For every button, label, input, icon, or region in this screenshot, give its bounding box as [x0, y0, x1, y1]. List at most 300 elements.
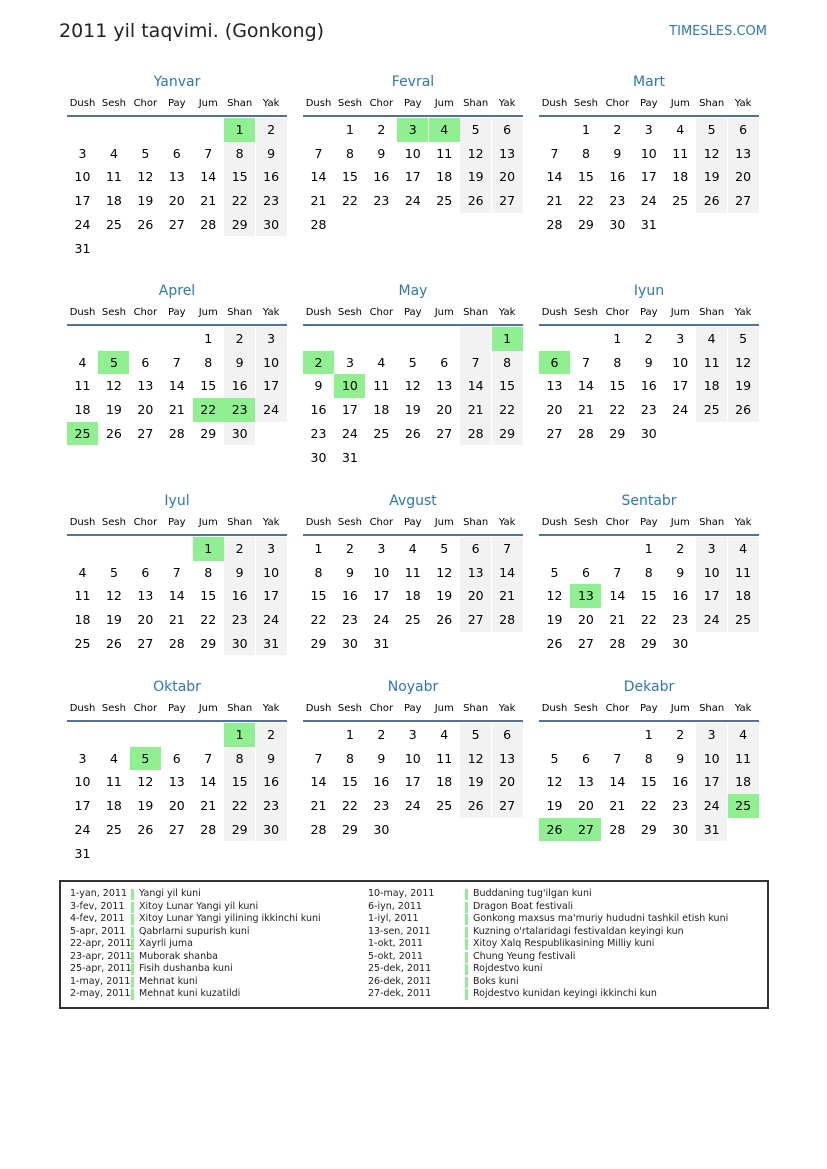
- day-cell: 5: [408, 354, 417, 370]
- day-cell: 1: [613, 331, 622, 346]
- day-cell: 22: [200, 612, 217, 628]
- day-cell: 12: [467, 145, 484, 161]
- legend-marker: [131, 977, 134, 988]
- legend-holiday-name: Xitoy Lunar Yangi yilining ikkinchi kuni: [139, 913, 321, 924]
- legend-date: 10-may, 2011: [368, 888, 435, 899]
- day-cell: 18: [105, 798, 122, 814]
- weekday-header: Shan: [463, 517, 489, 528]
- weekday-header: Shan: [699, 307, 725, 318]
- day-cell: 30: [672, 821, 689, 837]
- day-cell: 9: [235, 564, 244, 580]
- legend-date: 13-sen, 2011: [368, 925, 431, 937]
- day-cell: 18: [436, 169, 453, 185]
- day-cell: 18: [373, 402, 390, 418]
- day-cell: 21: [467, 402, 484, 418]
- day-cell: 16: [263, 774, 280, 790]
- day-cell: 11: [74, 378, 91, 394]
- weekday-header: Shan: [699, 98, 725, 109]
- day-cell: 26: [105, 635, 122, 651]
- day-cell: 5: [471, 122, 480, 137]
- weekday-header: Pay: [639, 307, 658, 318]
- day-cell: 9: [267, 145, 276, 161]
- weekday-header: Sesh: [573, 98, 598, 109]
- legend-marker: [465, 927, 468, 938]
- day-cell: 19: [546, 612, 563, 628]
- day-cell: 25: [105, 821, 122, 837]
- day-cell: 10: [640, 145, 657, 161]
- day-cell: 31: [74, 240, 91, 256]
- month-name: Noyabr: [387, 679, 439, 695]
- day-cell: 13: [137, 378, 154, 394]
- day-cell: 17: [703, 588, 720, 604]
- day-cell: 10: [74, 169, 91, 185]
- day-cell: 19: [467, 774, 484, 790]
- day-cell: 23: [341, 612, 358, 628]
- day-cell: 30: [640, 425, 657, 441]
- day-cell: 9: [314, 378, 323, 394]
- day-cell: 26: [467, 193, 484, 209]
- day-cell: 4: [739, 727, 748, 742]
- day-cell: 3: [377, 541, 386, 556]
- day-cell: 10: [703, 750, 720, 766]
- weekday-header: Jum: [198, 98, 218, 109]
- legend-marker: [131, 914, 134, 925]
- day-cell: 16: [672, 774, 689, 790]
- weekday-header: Chor: [605, 307, 630, 318]
- legend-date: 25-dek, 2011: [368, 963, 432, 974]
- day-cell: 26: [703, 193, 720, 209]
- weekday-header: Dush: [541, 517, 568, 528]
- day-cell: 16: [263, 169, 280, 185]
- weekday-header: Yak: [262, 517, 280, 528]
- weekday-header: Jum: [198, 307, 218, 318]
- weekday-header: Pay: [167, 98, 186, 109]
- day-cell: 14: [577, 378, 594, 394]
- day-cell: 15: [499, 378, 516, 394]
- day-cell: 27: [168, 821, 185, 837]
- weekday-header: Jum: [434, 703, 454, 714]
- day-cell: 12: [436, 564, 453, 580]
- weekday-header: Jum: [670, 98, 690, 109]
- weekday-header: Dush: [69, 98, 96, 109]
- day-cell: 17: [373, 588, 390, 604]
- day-cell: 30: [373, 821, 390, 837]
- day-cell: 24: [404, 193, 421, 209]
- day-cell: 11: [105, 774, 122, 790]
- day-cell: 11: [105, 169, 122, 185]
- weekday-header: Chor: [605, 703, 630, 714]
- day-cell: 5: [707, 122, 716, 137]
- day-cell: 28: [200, 216, 217, 232]
- day-cell: 27: [168, 216, 185, 232]
- weekday-header: Pay: [167, 703, 186, 714]
- holiday-day-cell: 25: [67, 422, 98, 446]
- day-cell: 6: [581, 564, 590, 580]
- day-cell: 2: [267, 122, 276, 137]
- day-cell: 27: [436, 425, 453, 441]
- weekday-header: Pay: [403, 703, 422, 714]
- weekday-header: Shan: [463, 98, 489, 109]
- day-cell: 17: [74, 798, 91, 814]
- weekday-header: Pay: [167, 307, 186, 318]
- day-cell: 21: [310, 193, 327, 209]
- day-cell: 9: [345, 564, 354, 580]
- day-cell: 15: [577, 169, 594, 185]
- weekday-header: Sesh: [101, 98, 126, 109]
- day-cell: 14: [310, 169, 327, 185]
- weekday-header: Dush: [305, 703, 332, 714]
- day-cell: 11: [703, 354, 720, 370]
- day-cell: 25: [74, 635, 91, 651]
- day-cell: 16: [609, 169, 626, 185]
- weekday-header: Shan: [699, 703, 725, 714]
- day-cell: 8: [204, 564, 213, 580]
- weekday-header: Chor: [369, 703, 394, 714]
- day-cell: 28: [310, 821, 327, 837]
- holiday-day-cell: 27: [570, 818, 601, 842]
- weekday-header: Yak: [498, 307, 516, 318]
- day-cell: 9: [267, 750, 276, 766]
- day-cell: 4: [109, 145, 118, 161]
- legend-date: 27-dek, 2011: [368, 988, 432, 999]
- day-cell: 20: [168, 193, 185, 209]
- legend-holiday-name: Fisih dushanba kuni: [139, 963, 233, 974]
- day-cell: 18: [703, 378, 720, 394]
- day-cell: 12: [137, 774, 154, 790]
- weekday-header: Pay: [639, 703, 658, 714]
- day-cell: 12: [105, 588, 122, 604]
- weekday-header: Jum: [198, 517, 218, 528]
- day-cell: 4: [440, 727, 449, 742]
- day-cell: 22: [499, 402, 516, 418]
- day-cell: 21: [609, 798, 626, 814]
- legend-marker: [131, 927, 134, 938]
- weekday-header: Sesh: [337, 98, 362, 109]
- weekday-header: Dush: [541, 307, 568, 318]
- weekday-header: Chor: [133, 703, 158, 714]
- month-name: Iyul: [164, 493, 190, 509]
- day-cell: 11: [373, 378, 390, 394]
- day-cell: 8: [235, 750, 244, 766]
- day-cell: 5: [141, 145, 150, 161]
- weekday-header: Jum: [434, 517, 454, 528]
- weekday-header: Jum: [198, 703, 218, 714]
- legend-holiday-name: Xitoy Xalq Respublikasining Milliy kuni: [473, 938, 655, 949]
- day-cell: 14: [168, 378, 185, 394]
- weekday-header: Sesh: [573, 517, 598, 528]
- day-cell: 6: [503, 727, 512, 742]
- day-cell: 24: [341, 425, 358, 441]
- day-cell: 27: [577, 635, 594, 651]
- weekday-header: Yak: [734, 98, 752, 109]
- day-cell: 23: [609, 193, 626, 209]
- day-cell: 1: [644, 727, 653, 742]
- day-cell: 29: [640, 821, 657, 837]
- day-cell: 6: [471, 541, 480, 556]
- day-cell: 6: [141, 564, 150, 580]
- weekday-header: Sesh: [573, 703, 598, 714]
- day-cell: 26: [137, 216, 154, 232]
- day-cell: 13: [168, 169, 185, 185]
- day-cell: 15: [341, 774, 358, 790]
- day-cell: 8: [235, 145, 244, 161]
- day-cell: 22: [231, 193, 248, 209]
- weekday-header: Pay: [639, 98, 658, 109]
- legend-date: 1-yan, 2011: [70, 888, 127, 899]
- weekday-header: Sesh: [101, 703, 126, 714]
- day-cell: 11: [436, 145, 453, 161]
- day-cell: 1: [345, 727, 354, 742]
- day-cell: 25: [105, 216, 122, 232]
- weekday-header: Shan: [463, 307, 489, 318]
- legend-marker: [131, 902, 134, 913]
- day-cell: 21: [168, 612, 185, 628]
- header-rule: [303, 720, 523, 722]
- day-cell: 1: [644, 541, 653, 556]
- legend-holiday-name: Yangi yil kuni: [139, 888, 201, 899]
- day-cell: 26: [467, 798, 484, 814]
- day-cell: 31: [341, 449, 358, 465]
- day-cell: 30: [341, 635, 358, 651]
- day-cell: 29: [200, 425, 217, 441]
- day-cell: 21: [310, 798, 327, 814]
- legend-holiday-name: Rojdestvo kuni: [473, 963, 543, 974]
- brand-link[interactable]: TIMESLES.COM: [669, 24, 767, 39]
- weekday-header: Pay: [639, 517, 658, 528]
- day-cell: 29: [231, 821, 248, 837]
- weekday-header: Jum: [670, 703, 690, 714]
- day-cell: 23: [231, 612, 248, 628]
- month-name: Yanvar: [153, 74, 201, 90]
- day-cell: 12: [105, 378, 122, 394]
- day-cell: 19: [137, 193, 154, 209]
- day-cell: 3: [78, 750, 87, 766]
- weekend-shade: [460, 327, 491, 351]
- day-cell: 10: [672, 354, 689, 370]
- header-rule: [303, 324, 523, 326]
- day-cell: 14: [200, 169, 217, 185]
- weekday-header: Yak: [734, 517, 752, 528]
- day-cell: 5: [471, 727, 480, 742]
- weekday-header: Shan: [227, 307, 253, 318]
- day-cell: 15: [341, 169, 358, 185]
- day-cell: 6: [141, 354, 150, 370]
- day-cell: 20: [499, 774, 516, 790]
- day-cell: 8: [644, 564, 653, 580]
- day-cell: 13: [168, 774, 185, 790]
- day-cell: 27: [735, 193, 752, 209]
- day-cell: 24: [703, 612, 720, 628]
- legend-holiday-name: Rojdestvo kunidan keyingi ikkinchi kun: [473, 988, 657, 999]
- day-cell: 6: [172, 750, 181, 766]
- day-cell: 13: [137, 588, 154, 604]
- day-cell: 25: [703, 402, 720, 418]
- day-cell: 21: [200, 193, 217, 209]
- day-cell: 24: [672, 402, 689, 418]
- legend-holiday-name: Muborak shanba: [139, 950, 218, 962]
- day-cell: 4: [78, 564, 87, 580]
- day-cell: 19: [105, 402, 122, 418]
- day-cell: 7: [613, 750, 622, 766]
- month-name: Mart: [633, 74, 665, 90]
- day-cell: 9: [377, 145, 386, 161]
- weekday-header: Chor: [133, 98, 158, 109]
- day-cell: 28: [577, 425, 594, 441]
- weekday-header: Sesh: [337, 307, 362, 318]
- day-cell: 4: [408, 541, 417, 556]
- weekday-header: Shan: [699, 517, 725, 528]
- day-cell: 26: [105, 425, 122, 441]
- day-cell: 14: [609, 774, 626, 790]
- legend-holiday-name: Qabrlarni supurish kuni: [139, 925, 250, 937]
- weekday-header: Pay: [403, 307, 422, 318]
- day-cell: 14: [168, 588, 185, 604]
- weekday-header: Chor: [605, 517, 630, 528]
- day-cell: 4: [676, 122, 685, 137]
- day-cell: 3: [676, 331, 685, 346]
- day-cell: 24: [74, 216, 91, 232]
- day-cell: 28: [168, 425, 185, 441]
- day-cell: 22: [640, 612, 657, 628]
- weekday-header: Dush: [541, 703, 568, 714]
- weekday-header: Chor: [369, 98, 394, 109]
- weekday-header: Yak: [498, 517, 516, 528]
- weekday-header: Yak: [734, 307, 752, 318]
- weekday-header: Yak: [262, 307, 280, 318]
- day-cell: 19: [105, 612, 122, 628]
- holiday-day-cell: 5: [130, 747, 161, 771]
- day-cell: 10: [74, 774, 91, 790]
- day-cell: 9: [613, 145, 622, 161]
- day-cell: 29: [577, 216, 594, 232]
- day-cell: 24: [263, 402, 280, 418]
- day-cell: 18: [105, 193, 122, 209]
- day-cell: 16: [373, 169, 390, 185]
- day-cell: 30: [609, 216, 626, 232]
- weekday-header: Pay: [403, 98, 422, 109]
- day-cell: 31: [640, 216, 657, 232]
- day-cell: 23: [373, 193, 390, 209]
- day-cell: 16: [310, 402, 327, 418]
- legend-holiday-name: Xayrli juma: [139, 938, 193, 949]
- day-cell: 2: [235, 331, 244, 346]
- day-cell: 20: [467, 588, 484, 604]
- day-cell: 13: [467, 564, 484, 580]
- day-cell: 14: [546, 169, 563, 185]
- day-cell: 23: [263, 193, 280, 209]
- weekday-header: Jum: [670, 517, 690, 528]
- day-cell: 28: [609, 635, 626, 651]
- day-cell: 15: [640, 588, 657, 604]
- day-cell: 29: [200, 635, 217, 651]
- day-cell: 6: [581, 750, 590, 766]
- day-cell: 9: [644, 354, 653, 370]
- day-cell: 7: [204, 750, 213, 766]
- day-cell: 6: [739, 122, 748, 137]
- day-cell: 3: [345, 354, 354, 370]
- day-cell: 18: [74, 402, 91, 418]
- day-cell: 5: [739, 331, 748, 346]
- day-cell: 28: [467, 425, 484, 441]
- legend-holiday-name: Xitoy Lunar Yangi yil kuni: [139, 900, 259, 912]
- day-cell: 22: [577, 193, 594, 209]
- day-cell: 26: [546, 635, 563, 651]
- day-cell: 27: [467, 612, 484, 628]
- day-cell: 14: [467, 378, 484, 394]
- day-cell: 14: [609, 588, 626, 604]
- day-cell: 18: [735, 774, 752, 790]
- day-cell: 5: [550, 750, 559, 766]
- day-cell: 25: [436, 798, 453, 814]
- weekday-header: Chor: [605, 98, 630, 109]
- day-cell: 16: [672, 588, 689, 604]
- legend-holiday-name: Buddaning tug'ilgan kuni: [473, 888, 592, 899]
- legend-date: 1-may, 2011: [70, 975, 131, 987]
- weekday-header: Sesh: [573, 307, 598, 318]
- weekday-header: Dush: [69, 307, 96, 318]
- day-cell: 17: [341, 402, 358, 418]
- day-cell: 11: [672, 145, 689, 161]
- day-cell: 8: [644, 750, 653, 766]
- month-name: Iyun: [633, 283, 665, 299]
- legend-date: 26-dek, 2011: [368, 975, 432, 987]
- day-cell: 27: [137, 425, 154, 441]
- day-cell: 8: [613, 354, 622, 370]
- day-cell: 18: [74, 612, 91, 628]
- day-cell: 27: [499, 193, 516, 209]
- legend-date: 1-iyl, 2011: [368, 913, 419, 924]
- legend-marker: [465, 902, 468, 913]
- day-cell: 27: [137, 635, 154, 651]
- day-cell: 24: [373, 612, 390, 628]
- day-cell: 7: [314, 145, 323, 161]
- day-cell: 29: [310, 635, 327, 651]
- day-cell: 4: [78, 354, 87, 370]
- day-cell: 14: [200, 774, 217, 790]
- day-cell: 23: [672, 798, 689, 814]
- holiday-day-cell: 5: [98, 351, 129, 375]
- holiday-day-cell: 10: [334, 374, 365, 398]
- day-cell: 14: [499, 564, 516, 580]
- day-cell: 13: [735, 145, 752, 161]
- day-cell: 19: [404, 402, 421, 418]
- day-cell: 3: [267, 331, 276, 346]
- legend-marker: [465, 914, 468, 925]
- day-cell: 12: [404, 378, 421, 394]
- day-cell: 13: [436, 378, 453, 394]
- day-cell: 12: [546, 588, 563, 604]
- day-cell: 8: [314, 564, 323, 580]
- header-rule: [67, 115, 287, 117]
- legend-marker: [131, 939, 134, 950]
- day-cell: 23: [373, 798, 390, 814]
- day-cell: 16: [231, 378, 248, 394]
- weekday-header: Jum: [670, 307, 690, 318]
- day-cell: 19: [436, 588, 453, 604]
- legend-marker: [131, 889, 134, 900]
- day-cell: 22: [341, 193, 358, 209]
- day-cell: 2: [676, 541, 685, 556]
- legend-date: 3-fev, 2011: [70, 900, 125, 912]
- day-cell: 2: [676, 727, 685, 742]
- legend-marker: [465, 989, 468, 1000]
- day-cell: 16: [640, 378, 657, 394]
- legend-holiday-name: Kuzning o'rtalaridagi festivaldan keyingi kun: [473, 925, 684, 937]
- weekday-header: Yak: [498, 98, 516, 109]
- weekday-header: Dush: [69, 703, 96, 714]
- weekday-header: Yak: [734, 703, 752, 714]
- day-cell: 25: [735, 612, 752, 628]
